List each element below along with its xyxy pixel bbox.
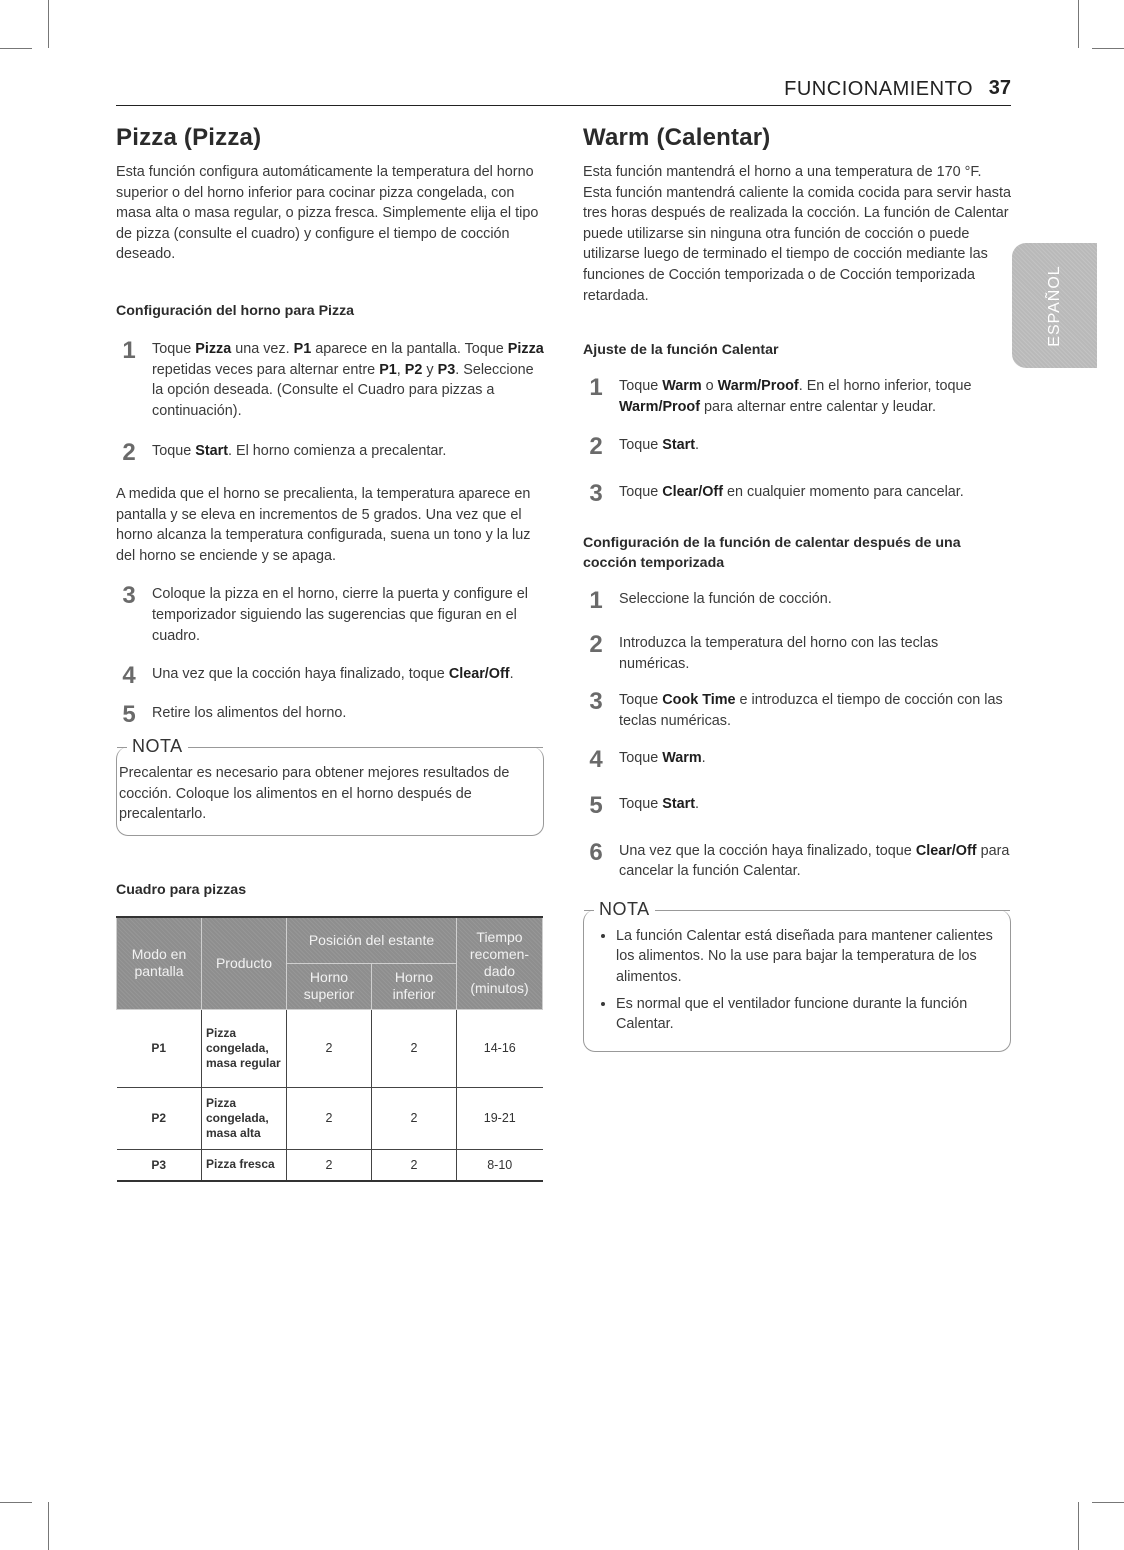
- list-item: • La función Calentar está diseñada para mantener calientes los alimentos. No la use para bajar la temperatura de los alimentos.: [616, 926, 996, 988]
- step-number: 1: [589, 374, 603, 402]
- crop-mark: [1092, 1502, 1124, 1503]
- step-number: 4: [122, 662, 136, 690]
- warm-timed-step-4: 4 Toque Warm.: [583, 748, 1011, 769]
- page-header: [116, 76, 1011, 106]
- pizza-step-2: 2 Toque Start. El horno comienza a precalentar.: [116, 441, 544, 462]
- warm-title: Warm (Calentar): [583, 124, 771, 151]
- pizza-step-4: 4 Una vez que la cocción haya finalizado, toque Clear/Off.: [116, 664, 544, 685]
- language-tab: [1012, 243, 1097, 368]
- table-row: P3 Pizza fresca 2 2 8-10: [117, 1149, 543, 1181]
- header-rack-position: Posición del estante: [287, 917, 457, 963]
- warm-step-3: 3 Toque Clear/Off en cualquier momento para cancelar.: [583, 482, 1011, 503]
- pizza-title: Pizza (Pizza): [116, 124, 262, 151]
- crop-mark: [1078, 1502, 1079, 1550]
- note-list: [598, 926, 996, 1035]
- pizza-preheat-paragraph: A medida que el horno se precalienta, la temperatura aparece en pantalla y se eleva en incrementos de 5 grados. Una vez que el horno alcanza la temperatura configurada, suena un tono y la luz del horno se enciende y se apaga.: [116, 485, 531, 564]
- crop-mark: [0, 48, 32, 49]
- warm-timed-heading: Configuración de la función de calentar después de una cocción temporizada: [583, 534, 961, 571]
- table-row: P2 Pizza congelada, masa alta 2 2 19-21: [117, 1087, 543, 1149]
- table-row: P1 Pizza congelada, masa regular 2 2 14-16: [117, 1009, 543, 1087]
- warm-note-box: [583, 898, 1011, 1052]
- pizza-step-1: 1 Toque Pizza una vez. P1 aparece en la pantalla. Toque Pizza repetidas veces para alternar entre P1, P2 y P3. Seleccione la opción deseada. (Consulte el Cuadro para pizzas a continuación).: [116, 339, 544, 421]
- step-number: 1: [122, 336, 136, 364]
- pizza-intro: Esta función configura automáticamente la temperatura del horno superior o del horno inferior para cocinar pizza congelada, con masa alta o masa regular, o pizza fresca. Simplemente elija el tipo de pizza (consulte el cuadro) y configure el tiempo de cocción deseado.: [116, 164, 539, 263]
- pizza-setup-heading: Configuración del horno para Pizza: [116, 302, 355, 319]
- step-number: 6: [589, 838, 603, 866]
- pizza-note-box: [116, 736, 544, 836]
- note-label: NOTA: [127, 736, 188, 756]
- warm-timed-step-6: 6 Una vez que la cocción haya finalizado, toque Clear/Off para cancelar la función Calentar.: [583, 841, 1011, 882]
- step-number: 3: [589, 688, 603, 716]
- warm-step-1: 1 Toque Warm o Warm/Proof. En el horno inferior, toque Warm/Proof para alternar entre calentar y leudar.: [583, 376, 1011, 417]
- step-number: 3: [122, 582, 136, 610]
- header-upper-oven: Horno superior: [287, 963, 372, 1009]
- warm-adjust-heading: Ajuste de la función Calentar: [583, 342, 779, 359]
- crop-mark: [1078, 0, 1079, 48]
- note-label: NOTA: [594, 899, 655, 919]
- header-lower-oven: Horno inferior: [372, 963, 457, 1009]
- pizza-step-3: 3 Coloque la pizza en el horno, cierre la puerta y configure el temporizador siguiendo las sugerencias que figuran en el cuadro.: [116, 584, 544, 646]
- step-number: 3: [589, 479, 603, 507]
- warm-intro: Esta función mantendrá el horno a una temperatura de 170 °F. Esta función mantendrá caliente la comida cocida para servir hasta tres horas después de realizada la cocción. La función de Calentar puede utilizarse sin ninguna otra función de cocción o puede utilizarse luego de terminado el tiempo de cocción mediante las funciones de Cocción temporizada o de Cocción temporizada retardada.: [583, 164, 1011, 304]
- page-number: 37: [988, 77, 1011, 99]
- header-product: Producto: [202, 917, 287, 1009]
- list-item: • Es normal que el ventilador funcione durante la función Calentar.: [616, 994, 996, 1035]
- warm-timed-step-5: 5 Toque Start.: [583, 794, 1011, 815]
- warm-timed-step-2: 2 Introduzca la temperatura del horno con las teclas numéricas.: [583, 633, 1011, 674]
- crop-mark: [48, 0, 49, 48]
- step-number: 2: [589, 433, 603, 461]
- warm-timed-step-3: 3 Toque Cook Time e introduzca el tiempo de cocción con las teclas numéricas.: [583, 690, 1011, 731]
- header-time: Tiempo recomen-dado (minutos): [457, 917, 543, 1009]
- step-number: 5: [589, 792, 603, 820]
- pizza-chart-heading: Cuadro para pizzas: [116, 882, 247, 899]
- crop-mark: [0, 1502, 32, 1503]
- warm-section: [583, 124, 1011, 1052]
- warm-step-2: 2 Toque Start.: [583, 435, 1011, 456]
- language-tab-label: ESPAÑOL: [1045, 264, 1063, 347]
- step-number: 5: [122, 700, 136, 728]
- note-text: Precalentar es necesario para obtener mejores resultados de cocción. Coloque los alimentos en el horno después de precalentarlo.: [119, 765, 510, 823]
- pizza-step-5: 5 Retire los alimentos del horno.: [116, 703, 544, 724]
- step-number: 1: [589, 586, 603, 614]
- header-mode: Modo en pantalla: [117, 917, 202, 1009]
- pizza-chart-table: [116, 916, 543, 1182]
- step-number: 2: [589, 631, 603, 659]
- warm-timed-step-1: 1 Seleccione la función de cocción.: [583, 589, 1011, 610]
- pizza-section: [116, 124, 544, 1182]
- header-rule: [116, 105, 1011, 106]
- step-number: 2: [122, 439, 136, 467]
- header-section-title: FUNCIONAMIENTO: [784, 78, 973, 100]
- crop-mark: [1092, 48, 1124, 49]
- step-number: 4: [589, 745, 603, 773]
- crop-mark: [48, 1502, 49, 1550]
